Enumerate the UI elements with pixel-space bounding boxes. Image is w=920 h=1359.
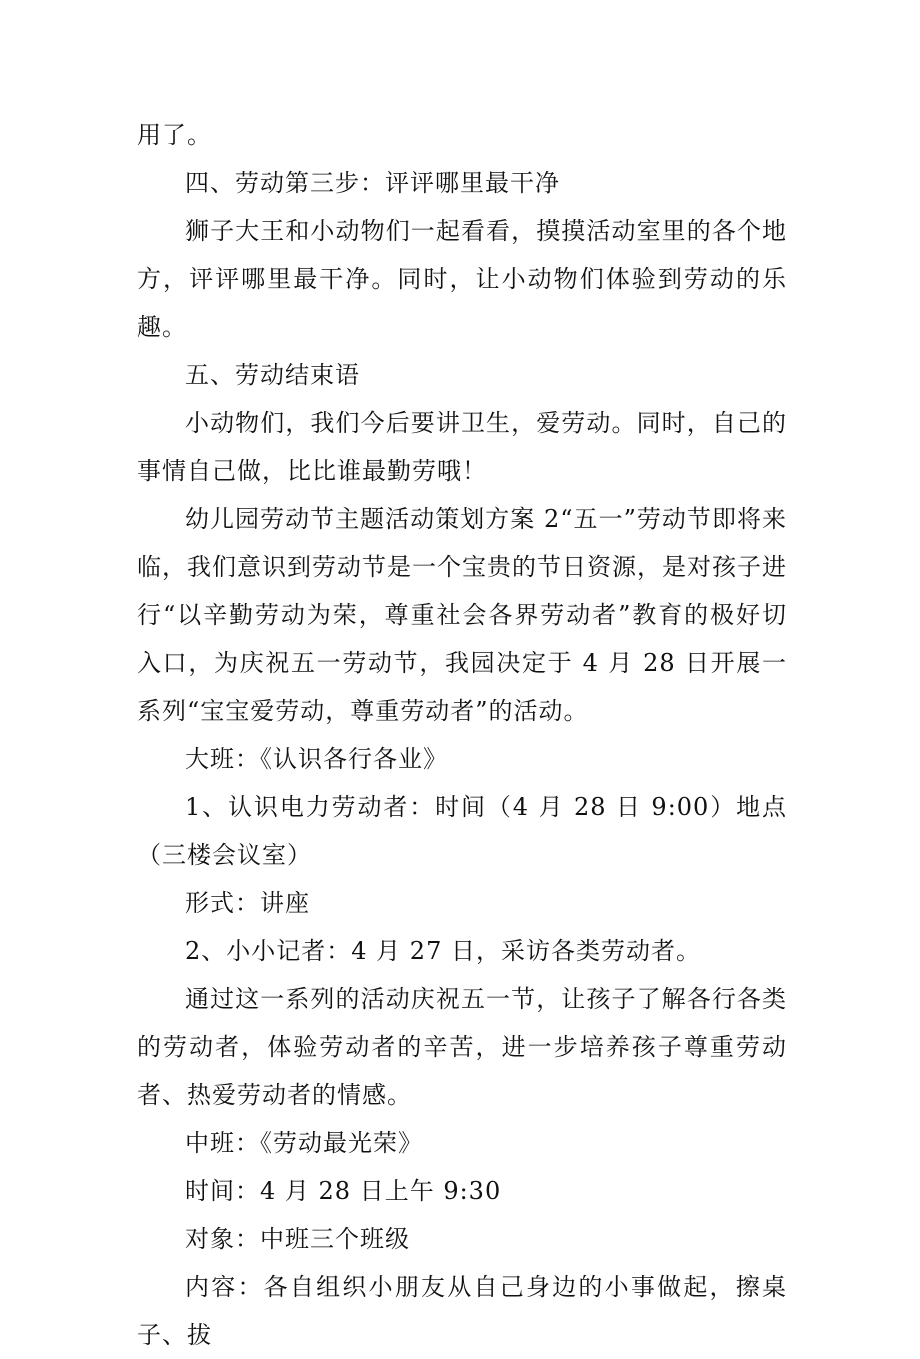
paragraph: 通过这一系列的活动庆祝五一节，让孩子了解各行各类的劳动者，体验劳动者的辛苦，进一步培养孩子尊重劳动者、热爱劳动者的情感。	[137, 985, 787, 1109]
paragraph: 对象：中班三个班级	[185, 1225, 410, 1253]
document-body	[137, 111, 787, 1359]
section-heading: 五、劳动结束语	[185, 361, 360, 389]
list-item: 1、认识电力劳动者：时间（4 月 28 日 9:00）地点（三楼会议室）	[137, 793, 787, 869]
paragraph: 小动物们，我们今后要讲卫生，爱劳动。同时，自己的事情自己做，比比谁最勤劳哦！	[137, 409, 787, 485]
section-heading: 中班：《劳动最光荣》	[185, 1129, 423, 1157]
list-item: 2、小小记者：4 月 27 日，采访各类劳动者。	[185, 937, 701, 965]
paragraph: 幼儿园劳动节主题活动策划方案 2“五一”劳动节即将来临，我们意识到劳动节是一个宝贵的节日资源，是对孩子进行“以辛勤劳动为荣，尊重社会各界劳动者”教育的极好切入口，为庆祝五一劳动节，我园决定于 4 月 28 日开展一系列“宝宝爱劳动，尊重劳动者”的活动。	[137, 505, 787, 725]
paragraph: 内容：各自组织小朋友从自己身边的小事做起，擦桌子、拔	[137, 1273, 787, 1349]
paragraph: 狮子大王和小动物们一起看看，摸摸活动室里的各个地方，评评哪里最干净。同时，让小动物们体验到劳动的乐趣。	[137, 217, 787, 341]
section-heading: 大班：《认识各行各业》	[185, 745, 448, 773]
paragraph: 时间：4 月 28 日上午 9:30	[185, 1177, 502, 1205]
section-heading: 四、劳动第三步：评评哪里最干净	[185, 169, 560, 197]
paragraph: 用了。	[137, 121, 212, 149]
paragraph: 形式：讲座	[185, 889, 310, 917]
